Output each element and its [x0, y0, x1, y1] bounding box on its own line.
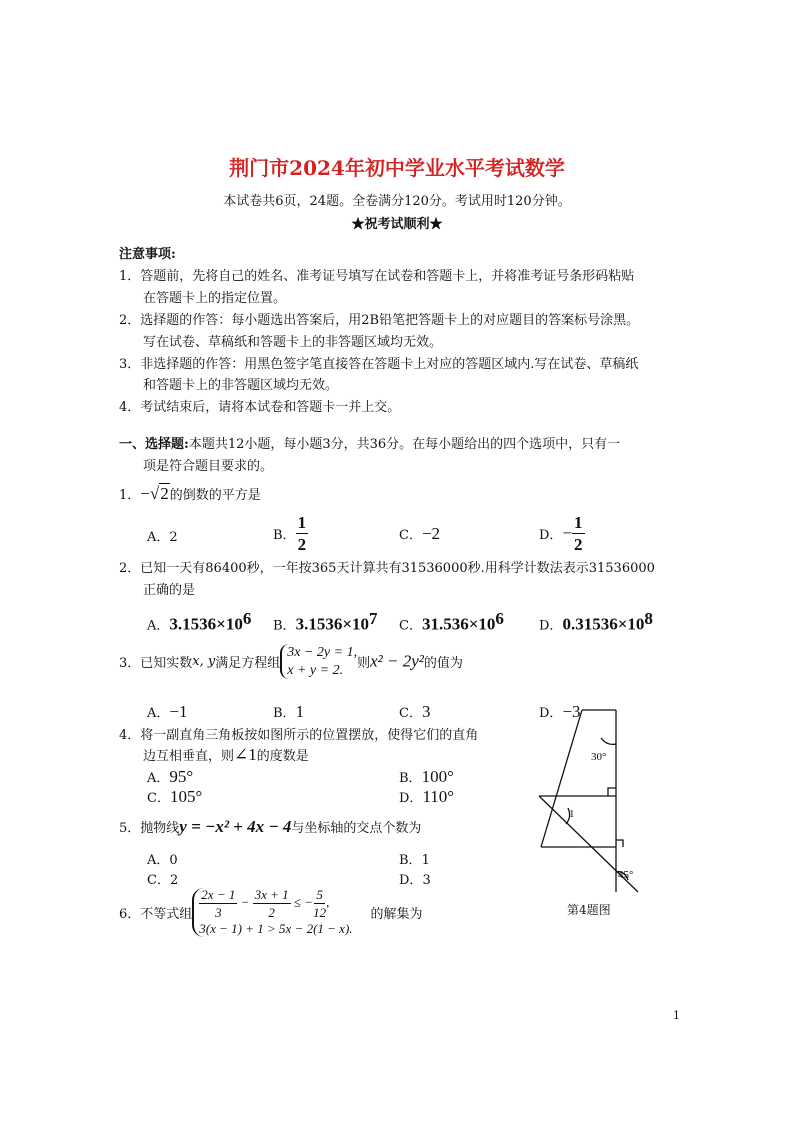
q5-option-a: A．0	[147, 853, 178, 868]
notice-heading: 注意事项:	[119, 247, 176, 262]
right-angle-mark-top	[608, 788, 616, 796]
question-4-line-1: 4．将一副直角三角板按如图所示的位置摆放，使得它们的直角	[119, 728, 479, 743]
q2-option-a: A．$3.1536\times 10^6$	[147, 609, 252, 634]
q1-b-fraction: $\frac{1}{2}$	[297, 513, 307, 554]
q3-option-d: D．−3	[539, 702, 581, 721]
page-number: 1	[673, 1009, 680, 1022]
q1-option-c: C．−2	[399, 524, 441, 543]
q1-expression: −√2	[140, 484, 169, 503]
q2-option-b: B．$3.1536\times 10^7$	[273, 609, 378, 634]
notice-item-2: 2．选择题的作答：每小题选出答案后，用2B铅笔把答题卡上的对应题目的答案标号涂黑。	[119, 313, 640, 328]
question-1: 1．−√2的倒数的平方是	[119, 484, 261, 503]
section-1-label: 一、选择题:	[119, 437, 189, 452]
q5-option-b: B．1	[399, 853, 430, 868]
q6-inequality-system: $\frac{2x - 1}{3}$ − $\frac{3x + 1}{2}$ ≤ − $\frac{5}{12}$ , 3(x − 1) + 1 > 5x − 2(1 − x).	[192, 888, 352, 937]
label-1: 1	[569, 808, 575, 820]
q4-option-a: A．95°	[147, 767, 194, 786]
question-4-line-2: 边互相垂直，则∠1的度数是	[143, 745, 309, 764]
q4-figure-caption: 第4题图	[567, 903, 611, 917]
notice-item-3-cont: 和答题卡上的非答题区域均无效。	[143, 378, 339, 393]
label-30: 30°	[591, 751, 607, 763]
q5-option-c: C．2	[147, 873, 179, 888]
q4-triangle-figure	[535, 700, 645, 900]
notice-item-1: 1．答题前，先将自己的姓名、准考证号填写在试卷和答题卡上，并将准考证号条形码粘贴	[119, 269, 635, 284]
q3-expression: x² − 2y²	[370, 651, 424, 671]
right-angle-mark-bottom	[616, 840, 623, 847]
q1-option-a: A．2	[147, 530, 178, 545]
notice-item-3: 3．非选择题的作答：用黑色签字笔直接答在答题卡上对应的答题区域内.写在试卷、草稿纸	[119, 357, 639, 372]
angle-30-arc	[601, 738, 616, 744]
notice-item-2-cont: 写在试卷、草稿纸和答题卡上的非答题区域均无效。	[143, 335, 443, 350]
section-1-line-2: 项是符合题目要求的。	[143, 459, 274, 474]
good-luck-wish: ★祝考试顺利★	[351, 217, 443, 232]
label-45: 45°	[618, 869, 634, 881]
q3-option-b: B．1	[273, 702, 305, 721]
q2-option-d: D．$0.31536\times 10^8$	[539, 609, 653, 634]
q4-option-d: D．110°	[399, 787, 455, 806]
q1-option-b: B． $\frac{1}{2}$	[273, 513, 307, 554]
question-3: 3．已知实数x, y满足方程组 3x − 2y = 1, x + y = 2. 则x² − 2y²的值为	[119, 645, 463, 678]
q2-option-c: C．$31.536\times 10^6$	[399, 609, 504, 634]
question-5: 5．抛物线y = −x² + 4x − 4与坐标轴的交点个数为	[119, 817, 422, 836]
q4-option-b: B．100°	[399, 767, 454, 786]
notice-item-4: 4．考试结束后，请将本试卷和答题卡一并上交。	[119, 400, 401, 415]
q5-option-d: D．3	[399, 873, 431, 888]
question-6: 6．不等式组 $\frac{2x - 1}{3}$ − $\frac{3x + 1}{2}$ ≤ − $\frac{5}{12}$ , 3(x − 1) + 1 > 5x − 2(1 − x). 的解集为	[119, 887, 423, 936]
q3-option-a: A．−1	[147, 702, 188, 721]
triangle-30-hypotenuse	[541, 710, 582, 847]
q3-equation-system: 3x − 2y = 1, x + y = 2.	[280, 644, 357, 679]
q1-option-d: D．− $\frac{1}{2}$	[539, 513, 583, 554]
q5-expression: y = −x² + 4x − 4	[179, 817, 292, 836]
q3-option-c: C．3	[399, 702, 431, 721]
q4-option-c: C．105°	[147, 787, 203, 806]
question-2-line-1: 2．已知一天有86400秒，一年按365天计算共有31536000秒.用科学计数法表示31536000	[119, 561, 655, 576]
q1-d-fraction: $\frac{1}{2}$	[574, 513, 583, 554]
section-1-line-1: 一、选择题:本题共12小题，每小题3分，共36分。在每小题给出的四个选项中，只有一	[119, 437, 621, 452]
exam-info: 本试卷共6页，24题。全卷满分120分。考试用时120分钟。	[223, 194, 571, 209]
page-title: 荆门市2024年初中学业水平考试数学	[229, 156, 565, 180]
question-2-line-2: 正确的是	[143, 583, 196, 598]
notice-item-1-cont: 在答题卡上的指定位置。	[143, 291, 287, 306]
